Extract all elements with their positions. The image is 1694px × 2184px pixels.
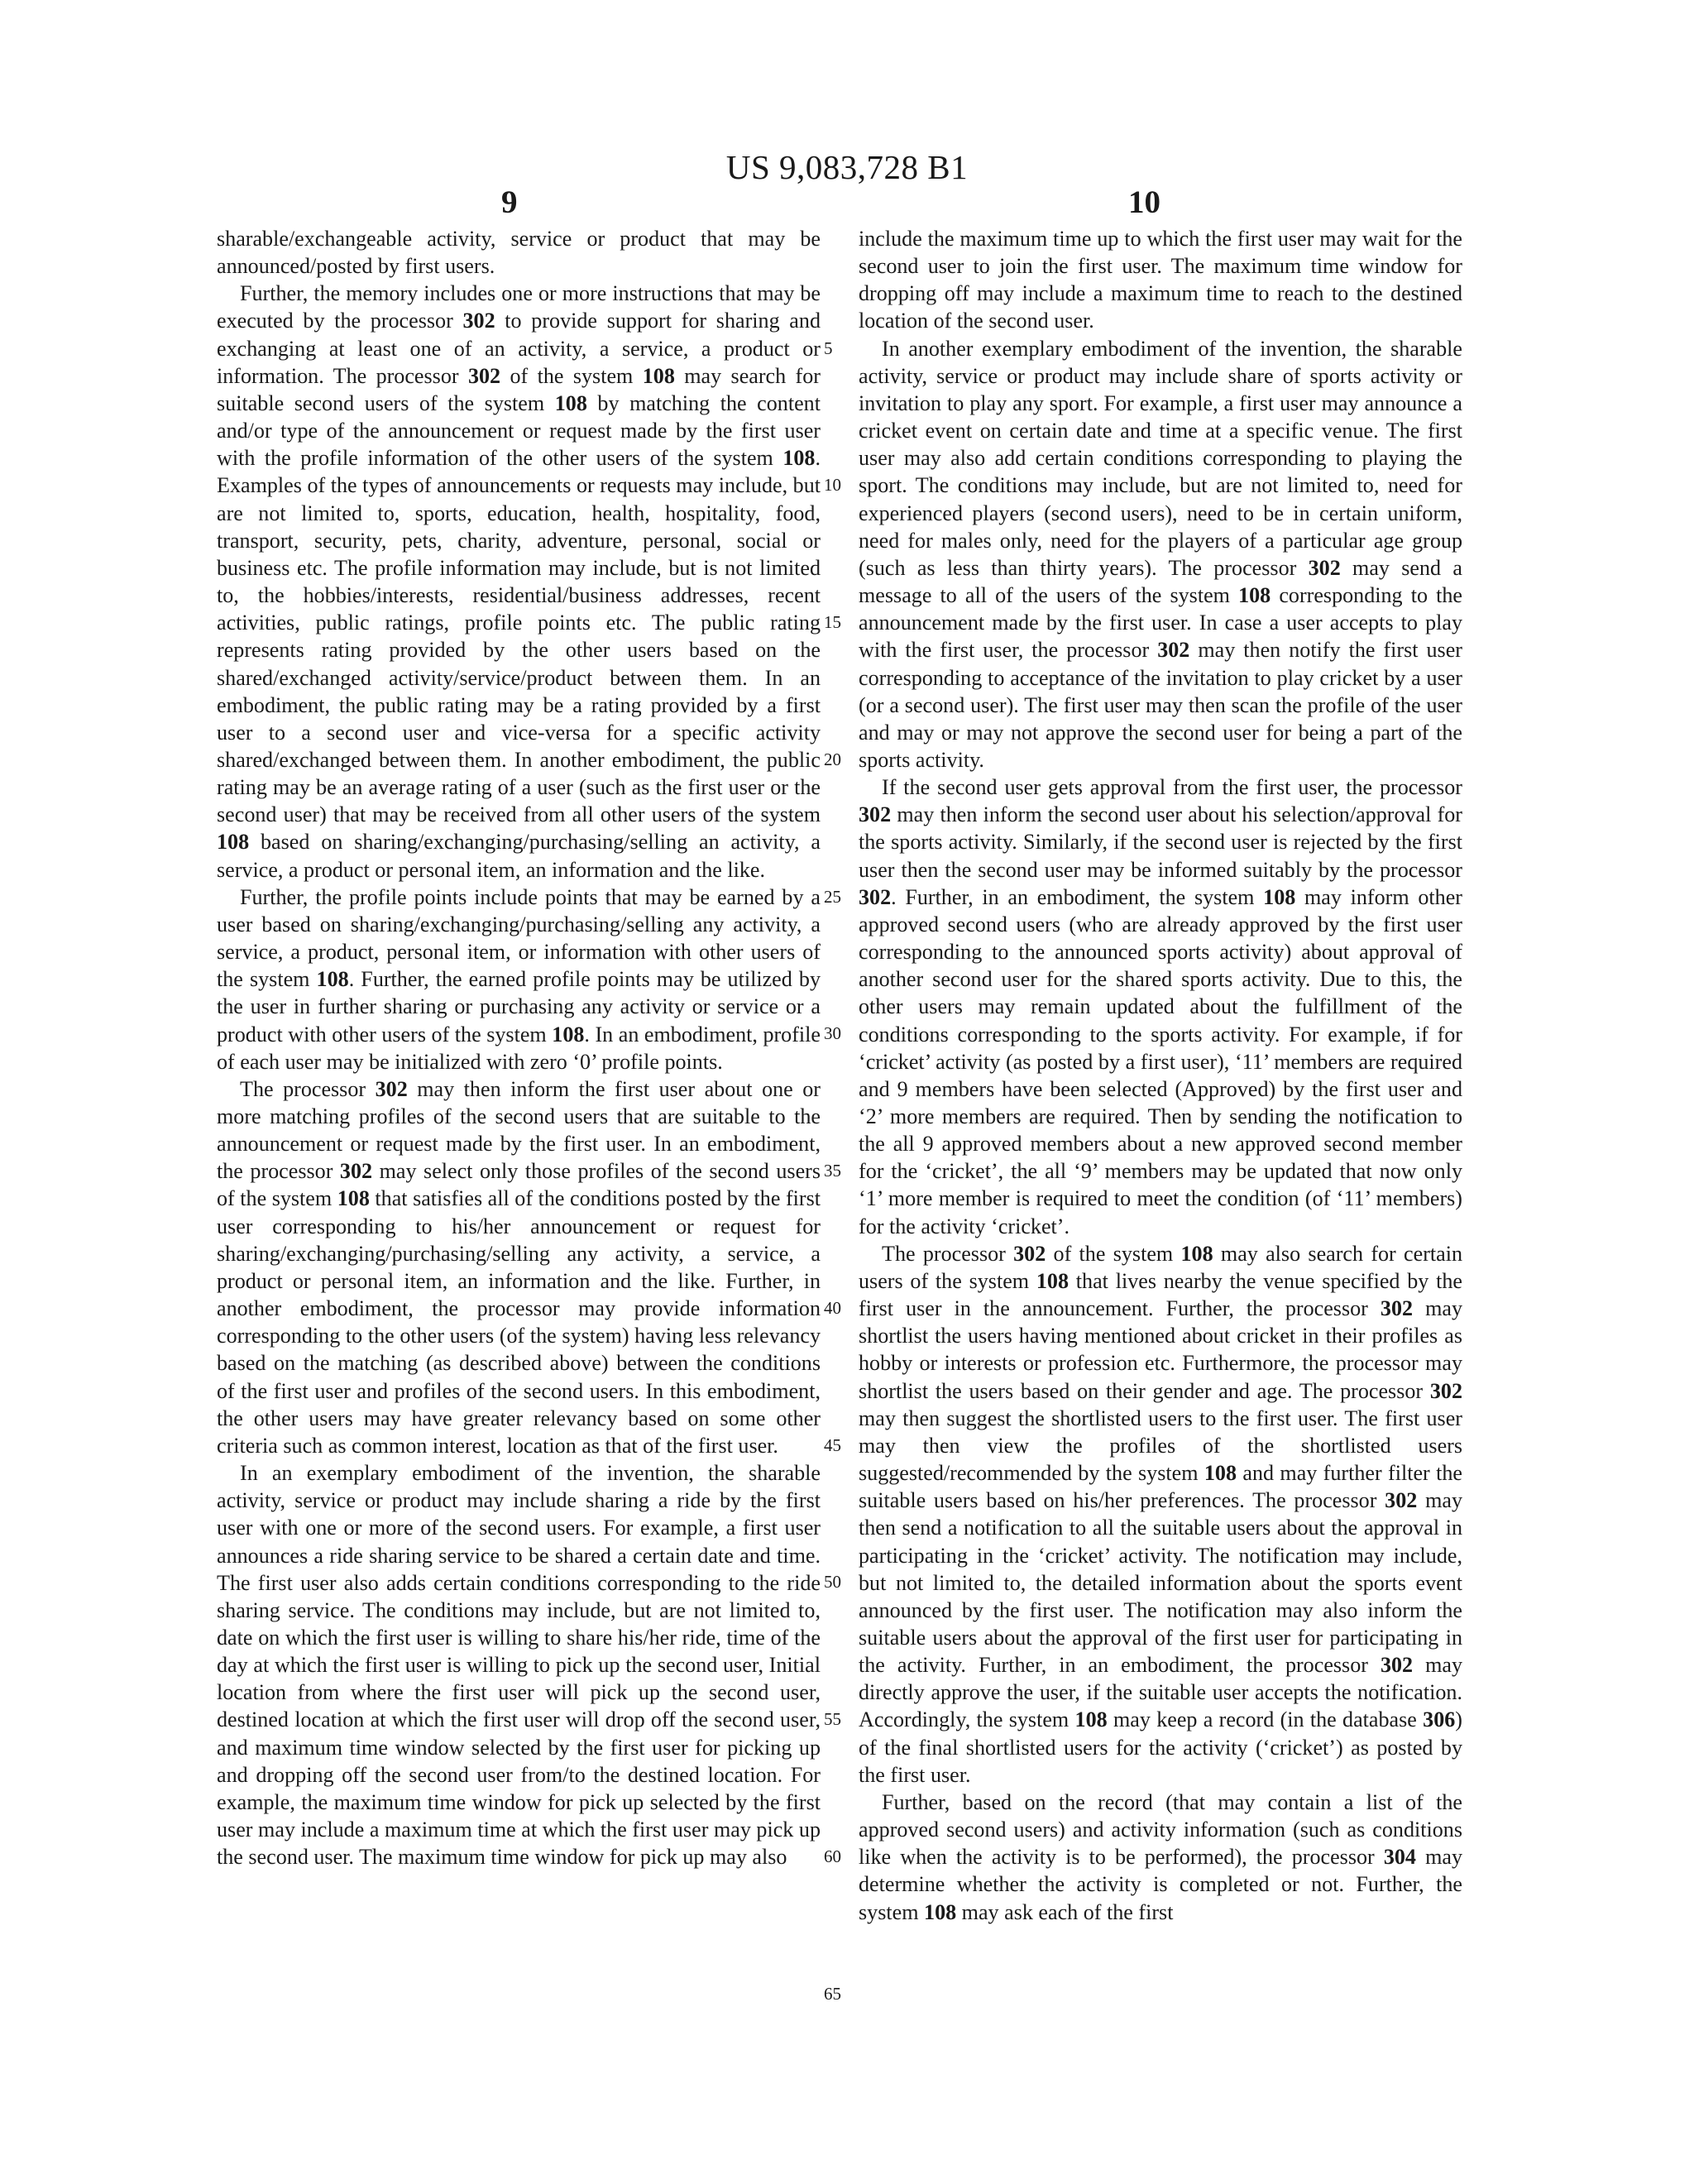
paragraph: [859, 774, 1462, 1240]
line-number: 5: [824, 338, 833, 358]
text-run: by matching the content and/or type of the announcement or request made by the first user with the profile information of the other users of the system: [217, 390, 821, 471]
right-column: [859, 225, 1462, 1926]
text-run: sharable/exchangeable activity, service or product that may be announced/posted by first users.: [217, 227, 821, 279]
text-run: may also search for certain users of the system: [859, 1241, 1463, 1293]
reference-numeral: 302: [1380, 1296, 1414, 1321]
text-run: may then inform the first user about one or more matching profiles of the second users that are suitable to the announcement or request made by the first user. In an embodiment, the processor: [217, 1076, 821, 1184]
line-number: 30: [824, 1023, 841, 1044]
text-run: In an exemplary embodiment of the invention, the sharable activity, service or product may include sharing a ride by the first user with one or more of the second users. For example, a first user announces a ride sharing service to be shared a certain date and time. The first user also adds certain conditions corresponding to the ride sharing service. The conditions may include, but are not limited to, date on which the first user is willing to share his/her ride, time of the day at which the first user is willing to pick up the second user, Initial location from where the first user will pick up the second user, destined location at which the first user will drop off the second user, and maximum time window selected by the first user for picking up and dropping off the second user from/to the destined location. For example, the maximum time window for pick up selected by the first user may include a maximum time at which the first user may pick up the second user. The maximum time window for pick up may also: [217, 1461, 821, 1870]
reference-numeral: 108: [1074, 1707, 1108, 1732]
line-number: 45: [824, 1434, 841, 1455]
text-run: based on sharing/exchanging/purchasing/selling an activity, a service, a product or personal item, an information and the like.: [217, 830, 821, 882]
reference-numeral: 108: [1180, 1241, 1213, 1266]
reference-numeral: 108: [1204, 1461, 1237, 1486]
reference-numeral: 302: [1157, 638, 1190, 663]
paragraph: [859, 1240, 1462, 1789]
text-run: The processor: [882, 1241, 1014, 1266]
reference-numeral: 108: [1036, 1268, 1069, 1293]
reference-numeral: 302: [859, 884, 892, 909]
paragraph: [217, 280, 821, 883]
paragraph: [859, 335, 1462, 774]
reference-numeral: 302: [1013, 1241, 1046, 1266]
reference-numeral: 302: [1429, 1378, 1462, 1403]
text-run: may then send a notification to all the suitable users about the approval in participating in the ‘cricket’ activity. The notification may include, but not limited to, the detailed information about the sports event announced by the first user. The notification may also inform the suitable users about the approval of the first user for participating in the activity. Further, in an embodiment, the processor: [859, 1488, 1462, 1678]
text-run: . Examples of the types of announcements or requests may include, but are not limited to, sports, education, health, hospitality, food, transport, security, pets, charity, adventure, personal, social or business etc. The profile information may include, but is not limited to, the hobbies/interests, residential/business addresses, recent activities, public ratings, profile points etc. The public rating represents rating provided by the other users based on the shared/exchanged activity/service/product between them. In an embodiment, the public rating may be a rating provided by a first user to a second user and vice-versa for a specific activity shared/exchanged between them. In another embodiment, the public rating may be an average rating of a user (such as the first user or the second user) that may be received from all other users of the system: [217, 446, 821, 827]
reference-numeral: 108: [782, 446, 816, 471]
reference-numeral: 302: [339, 1159, 373, 1184]
text-run: If the second user gets approval from the first user, the processor: [882, 775, 1462, 800]
reference-numeral: 108: [217, 830, 250, 855]
reference-numeral: 108: [554, 390, 587, 415]
reference-numeral: 108: [924, 1899, 957, 1924]
text-run: may shortlist the users having mentioned about cricket in their profiles as hobby or interests or profession etc. Furthermore, the processor may shortlist the users based on their gender and age. The processor: [859, 1296, 1463, 1403]
text-run: of the system: [1046, 1241, 1181, 1266]
paragraph: [859, 1789, 1462, 1926]
text-run: The processor: [240, 1076, 376, 1101]
reference-numeral: 108: [337, 1186, 370, 1211]
reference-numeral: 302: [1380, 1653, 1414, 1678]
text-run: corresponding to the announcement made by the first user. In case a user accepts to play with the first user, the processor: [859, 583, 1462, 663]
text-run: may select only those profiles of the second users of the system: [217, 1159, 821, 1211]
line-number: 35: [824, 1161, 841, 1181]
line-number: 10: [824, 475, 841, 496]
text-run: may then suggest the shortlisted users to the first user. The first user may then view the profiles of the shortlisted users suggested/recommended by the system: [859, 1406, 1462, 1486]
text-run: . Further, the earned profile points may be utilized by the user in further sharing or purchasing any activity or service or a product with other users of the system: [217, 967, 821, 1046]
reference-numeral: 108: [552, 1022, 585, 1046]
text-run: that lives nearby the venue specified by the first user in the announcement. Further, the processor: [859, 1268, 1462, 1321]
text-run: may then notify the first user corresponding to acceptance of the invitation to play cricket by a user (or a second user). The first user may then scan the profile of the user and may or may not approve the second user for being a part of the sports activity.: [859, 638, 1462, 772]
reference-numeral: 302: [1385, 1488, 1418, 1513]
patent-number: US 9,083,728 B1: [725, 148, 969, 186]
line-number: 60: [824, 1846, 841, 1866]
text-run: that satisfies all of the conditions posted by the first user corresponding to his/her announcement or request for sharing/exchanging/purchasing/selling any activity, a service, a product or personal item, an information and the like. Further, in another embodiment, the processor may provide information corresponding to the other users (of the system) having less relevancy based on the matching (as described above) between the conditions of the first user and profiles of the second users. In this embodiment, the other users may have greater relevancy based on some other criteria such as common interest, location as that of the first user.: [217, 1186, 821, 1458]
paragraph: [217, 884, 821, 1075]
reference-numeral: 302: [462, 309, 495, 333]
line-number: 50: [824, 1572, 841, 1592]
reference-numeral: 108: [1263, 884, 1296, 909]
reference-numeral: 302: [467, 363, 501, 388]
text-run: may search for suitable second users of the system: [217, 363, 821, 415]
reference-numeral: 302: [1308, 555, 1341, 580]
text-run: may determine whether the activity is completed or not. Further, the system: [859, 1845, 1462, 1924]
page-number-left: 9: [501, 184, 518, 220]
reference-numeral: 306: [1423, 1707, 1456, 1732]
line-number: 25: [824, 886, 841, 907]
reference-numeral: 302: [375, 1076, 408, 1101]
reference-numeral: 302: [859, 802, 892, 827]
page-number-right: 10: [1128, 184, 1160, 220]
text-run: . In an embodiment, profile of each user may be initialized with zero ‘0’ profile points.: [217, 1022, 821, 1074]
text-run: include the maximum time up to which the first user may wait for the second user to join the first user. The maximum time window for dropping off may include a maximum time to reach to the destined location of the second user.: [859, 227, 1462, 333]
reference-numeral: 108: [1238, 583, 1271, 608]
text-run: . Further, in an embodiment, the system: [891, 884, 1264, 909]
text-run: may then inform the second user about his selection/approval for the sports activity. Similarly, if the second user is rejected by the first user then the second user may be informed suitably by the processor: [859, 802, 1462, 882]
reference-numeral: 108: [642, 363, 675, 388]
paragraph: [859, 225, 1462, 335]
reference-numeral: 108: [316, 967, 349, 992]
line-number: 65: [824, 1983, 841, 2004]
text-run: may directly approve the user, if the suitable user accepts the notification. Accordingly, the system: [859, 1653, 1462, 1732]
line-number: 15: [824, 612, 841, 633]
text-run: Further, the profile points include points that may be earned by a user based on sharing/exchanging/purchasing/selling any activity, a service, a product, personal item, or information with other users of the system: [217, 884, 821, 992]
text-run: In another exemplary embodiment of the invention, the sharable activity, service or product may include share of sports activity or invitation to play any sport. For example, a first user may announce a cricket event on certain date and time at a specific venue. The first user may also add certain conditions corresponding to playing the sport. The conditions may include, but are not limited to, need for experienced players (second users), need to be in certain uniform, need for males only, need for the players of a particular age group (such as less than thirty years). The processor: [859, 336, 1462, 580]
line-number: 40: [824, 1297, 841, 1318]
text-run: to provide support for sharing and exchanging at least one of an activity, a service, a product or information. The processor: [217, 309, 821, 388]
text-run: of the system: [500, 363, 643, 388]
left-column: [217, 225, 821, 1870]
text-run: may send a message to all of the users of the system: [859, 555, 1462, 608]
text-run: ) of the final shortlisted users for the activity (‘cricket’) as posted by the first user.: [859, 1707, 1462, 1787]
text-run: Further, the memory includes one or more instructions that may be executed by the processor: [217, 281, 821, 333]
line-number: 55: [824, 1709, 841, 1730]
text-run: may keep a record (in the database: [1107, 1707, 1424, 1732]
paragraph: [217, 225, 821, 280]
paragraph: [217, 1075, 821, 1459]
reference-numeral: 304: [1383, 1845, 1416, 1870]
line-number: 20: [824, 749, 841, 769]
text-run: and may further filter the suitable users based on his/her preferences. The processor: [859, 1461, 1462, 1513]
text-run: may ask each of the first: [956, 1899, 1174, 1924]
paragraph: [217, 1459, 821, 1870]
text-run: Further, based on the record (that may contain a list of the approved second users) and activity information (such as conditions like when the activity is to be performed), the processor: [859, 1789, 1462, 1870]
text-run: may inform other approved second users (who are already approved by the first user corresponding to the announced sports activity) about approval of another second user for the shared sports activity. Due to this, the other users may remain updated about the fulfillment of the conditions corresponding to the sports activity. For example, if for ‘cricket’ activity (as posted by a first user), ‘11’ members are required and 9 members have been selected (Approved) by the first user and ‘2’ more members are required. Then by sending the notification to the all 9 approved members about a new approved second member for the ‘cricket’, the all ‘9’ members may be updated that now only ‘1’ more member is required to meet the condition (of ‘11’ members) for the activity ‘cricket’.: [859, 884, 1462, 1238]
